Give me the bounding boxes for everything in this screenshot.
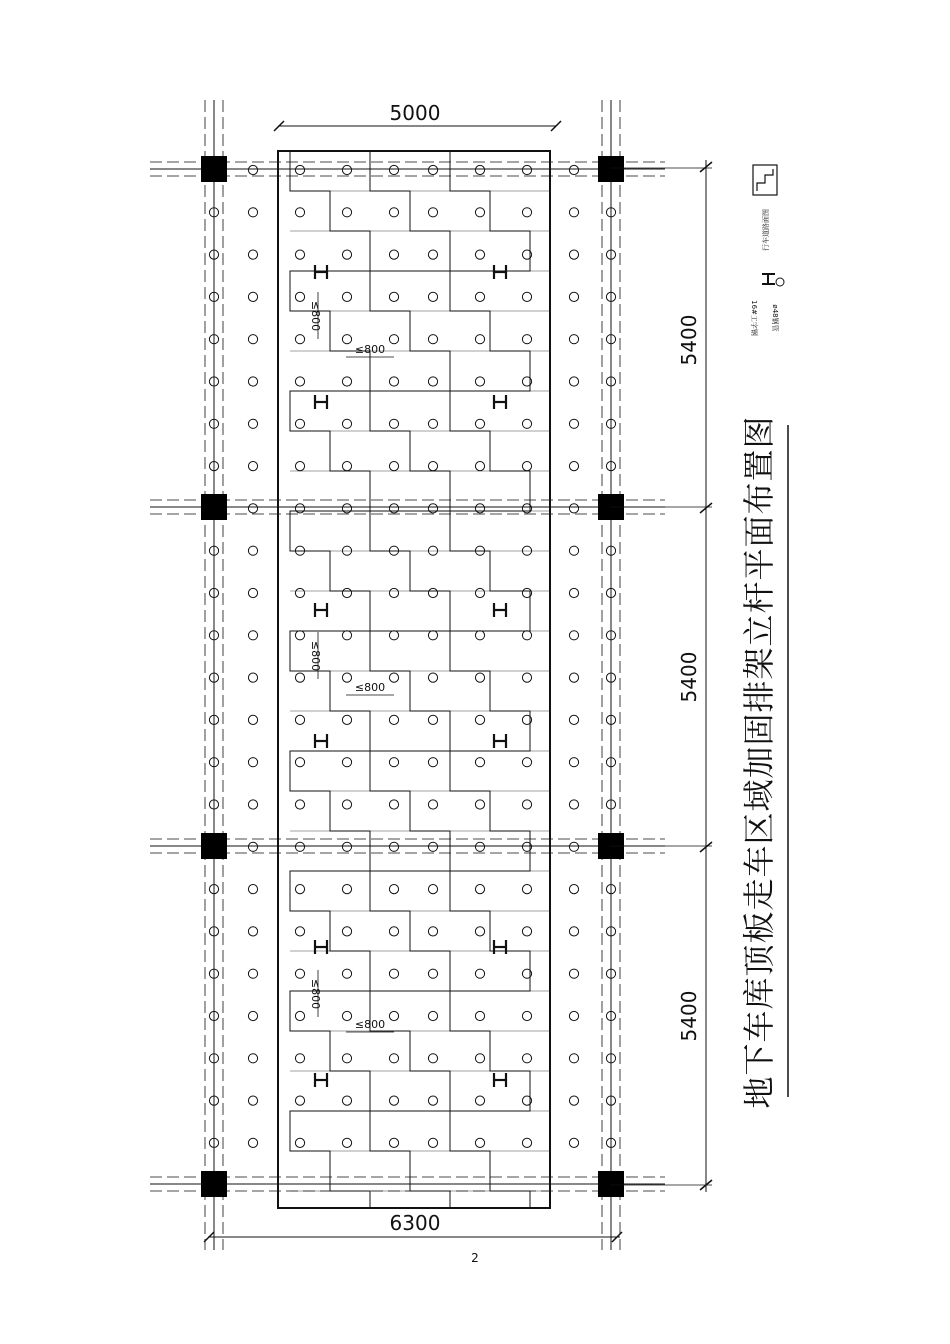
steel-pipe-icon xyxy=(248,292,257,301)
grid-axes xyxy=(150,100,665,1250)
steel-pipe-icon xyxy=(248,419,257,428)
steel-pipe-icon xyxy=(569,1138,578,1147)
steel-pipe-icon xyxy=(295,377,304,386)
steel-pipe-icon xyxy=(389,715,398,724)
steel-pipe-icon xyxy=(248,969,257,978)
steel-pipe-icon xyxy=(342,250,351,259)
vertical-spacing-label-3: ≤800 xyxy=(309,978,322,1010)
steel-pipe-icon xyxy=(295,842,304,851)
steel-pipe-icon xyxy=(295,758,304,767)
span-1-label: 5400 xyxy=(677,314,701,366)
steel-pipe-icon xyxy=(475,419,484,428)
steel-pipe-icon xyxy=(428,292,437,301)
steel-pipe-icon xyxy=(342,546,351,555)
steel-pipe-icon xyxy=(428,462,437,471)
steel-pipe-icon xyxy=(428,165,437,174)
steel-pipe-icon xyxy=(248,800,257,809)
steel-pipe-icon xyxy=(569,546,578,555)
steel-pipe-icon xyxy=(475,631,484,640)
steel-pipe-icon xyxy=(569,927,578,936)
steel-pipe-icon xyxy=(569,631,578,640)
steel-pipe-icon xyxy=(342,1138,351,1147)
steel-pipe-icon xyxy=(428,1138,437,1147)
steel-pipe-icon xyxy=(389,758,398,767)
steel-pipe-icon xyxy=(522,1011,531,1020)
legend-steel-beam-icon xyxy=(762,274,775,284)
steel-pipe-icon xyxy=(389,208,398,217)
bottom-dimension xyxy=(204,1211,622,1242)
steel-pipe-icon xyxy=(475,969,484,978)
zigzag-line-3 xyxy=(450,151,530,1208)
page-number: 2 xyxy=(471,1251,479,1265)
steel-pipe-icon xyxy=(569,673,578,682)
steel-pipe-icon xyxy=(342,969,351,978)
steel-pipe-icon xyxy=(342,588,351,597)
steel-pipe-icon xyxy=(342,419,351,428)
horizontal-spacing-label-1: ≤800 xyxy=(354,343,386,356)
legend-steel-beam-label: 16#工字钢 xyxy=(750,300,758,336)
steel-pipe-icon xyxy=(475,842,484,851)
steel-pipe-icon xyxy=(569,292,578,301)
spacing-bay-1 xyxy=(309,292,394,357)
structural-columns xyxy=(201,156,624,1197)
steel-pipe-icon xyxy=(569,969,578,978)
spacing-bay-3 xyxy=(309,970,394,1032)
steel-pipe-icon xyxy=(522,631,531,640)
steel-pipe-icon xyxy=(295,673,304,682)
steel-pipe-icon xyxy=(248,1096,257,1105)
steel-pipe-icon xyxy=(248,462,257,471)
steel-pipe-icon xyxy=(428,715,437,724)
steel-pipe-icon xyxy=(295,715,304,724)
steel-pipe-icon xyxy=(342,1011,351,1020)
steel-pipe-icon xyxy=(389,631,398,640)
steel-pipe-icon xyxy=(248,335,257,344)
steel-pipe-icon xyxy=(389,462,398,471)
steel-pipe-icon xyxy=(475,1054,484,1063)
steel-pipe-icon xyxy=(342,377,351,386)
steel-pipe-icon xyxy=(475,208,484,217)
steel-pipe-icon xyxy=(428,631,437,640)
steel-pipe-icon xyxy=(389,377,398,386)
steel-pipe-icon xyxy=(389,885,398,894)
steel-pipe-icon xyxy=(248,165,257,174)
steel-pipe-icon xyxy=(342,842,351,851)
steel-pipe-icon xyxy=(248,504,257,513)
steel-pipe-icon xyxy=(248,208,257,217)
steel-pipe-icon xyxy=(295,335,304,344)
steel-pipe-icon xyxy=(342,631,351,640)
steel-pipe-icon xyxy=(342,1054,351,1063)
steel-pipe-icon xyxy=(522,208,531,217)
steel-pipe-icon xyxy=(248,377,257,386)
structural-column xyxy=(201,494,227,520)
steel-pipe-icon xyxy=(295,1096,304,1105)
steel-pipe-icon xyxy=(428,1096,437,1105)
steel-pipe-icon xyxy=(389,165,398,174)
legend xyxy=(750,165,784,336)
steel-pipe-icon xyxy=(295,588,304,597)
steel-pipe-icon xyxy=(428,546,437,555)
steel-pipe-icon xyxy=(342,927,351,936)
steel-pipe-icon xyxy=(569,800,578,809)
steel-pipe-icon xyxy=(475,292,484,301)
steel-pipe-icon xyxy=(522,335,531,344)
steel-pipe-icon xyxy=(342,715,351,724)
steel-pipe-icon xyxy=(569,1054,578,1063)
steel-pipe-icon xyxy=(295,462,304,471)
title-block xyxy=(740,415,788,1108)
steel-pipe-icon xyxy=(569,758,578,767)
steel-pipe-icon xyxy=(295,208,304,217)
steel-pipe-icon xyxy=(428,1011,437,1020)
structural-column xyxy=(598,1171,624,1197)
steel-pipe-icon xyxy=(475,673,484,682)
steel-pipe-icon xyxy=(569,715,578,724)
steel-pipe-icon xyxy=(248,927,257,936)
steel-pipe-icon xyxy=(569,504,578,513)
steel-pipe-icon xyxy=(389,1054,398,1063)
structural-column xyxy=(201,833,227,859)
steel-pipe-icon xyxy=(475,715,484,724)
steel-pipe-icon xyxy=(295,419,304,428)
steel-pipe-icon xyxy=(569,1011,578,1020)
steel-pipe-icon xyxy=(389,673,398,682)
steel-pipe-icon xyxy=(522,165,531,174)
steel-pipe-icon xyxy=(248,1054,257,1063)
spacing-bay-2 xyxy=(309,632,394,695)
steel-pipe-icon xyxy=(389,250,398,259)
legend-steel-pipe-icon xyxy=(776,278,784,286)
steel-pipe-icon xyxy=(522,1138,531,1147)
steel-pipe-icon xyxy=(248,842,257,851)
steel-pipe-icon xyxy=(569,250,578,259)
span-2-label: 5400 xyxy=(677,651,701,703)
steel-pipe-icon xyxy=(295,250,304,259)
steel-pipe-icon xyxy=(248,673,257,682)
steel-pipe-icon xyxy=(295,927,304,936)
steel-pipe-icon xyxy=(295,631,304,640)
steel-pipe-icon xyxy=(522,292,531,301)
steel-pipe-icon xyxy=(428,335,437,344)
steel-pipe-icon xyxy=(522,927,531,936)
steel-pipe-icon xyxy=(428,673,437,682)
steel-pipe-icon xyxy=(389,588,398,597)
structural-column xyxy=(201,1171,227,1197)
steel-pipe-icon xyxy=(389,504,398,513)
steel-pipe-icon xyxy=(475,927,484,936)
steel-pipe-icon xyxy=(428,250,437,259)
steel-pipe-icon xyxy=(569,419,578,428)
steel-pipe-icon xyxy=(342,462,351,471)
steel-pipe-icon xyxy=(389,419,398,428)
steel-pipe-icon xyxy=(342,504,351,513)
top-dimension-label: 5000 xyxy=(389,101,441,125)
top-dimension xyxy=(274,101,561,131)
legend-layout-icon xyxy=(753,165,777,195)
steel-pipe-icon xyxy=(295,1011,304,1020)
vertical-spacing-label-1: ≤800 xyxy=(309,300,322,332)
steel-pipe-icon xyxy=(428,758,437,767)
steel-pipe-icon xyxy=(569,885,578,894)
steel-pipe-icon xyxy=(475,377,484,386)
steel-pipe-icon xyxy=(569,1096,578,1105)
steel-pipe-icon xyxy=(428,927,437,936)
steel-pipe-icon xyxy=(295,1138,304,1147)
structural-column xyxy=(598,156,624,182)
steel-pipe-icon xyxy=(389,800,398,809)
zigzag-line-1 xyxy=(290,151,370,1208)
steel-pipe-icon xyxy=(342,165,351,174)
steel-pipe-icon xyxy=(522,462,531,471)
steel-pipe-icon xyxy=(475,758,484,767)
bottom-dimension-label: 6300 xyxy=(389,1211,441,1235)
steel-pipe-icon xyxy=(522,758,531,767)
steel-pipe-icon xyxy=(428,419,437,428)
steel-pipe-icon xyxy=(342,800,351,809)
steel-pipe-icon xyxy=(569,588,578,597)
steel-pipe-icon xyxy=(248,885,257,894)
steel-pipe-icon xyxy=(342,335,351,344)
steel-pipe-icon xyxy=(569,165,578,174)
steel-pipe-icon xyxy=(428,588,437,597)
steel-pipe-icon xyxy=(475,462,484,471)
steel-pipe-icon xyxy=(522,419,531,428)
steel-pipe-icon xyxy=(428,208,437,217)
steel-pipe-icon xyxy=(248,250,257,259)
zigzag-lines xyxy=(290,151,550,1208)
steel-pipe-icon xyxy=(342,1096,351,1105)
horizontal-spacing-label-2: ≤800 xyxy=(354,681,386,694)
steel-pipe-icon xyxy=(389,969,398,978)
steel-pipe-icon xyxy=(295,1054,304,1063)
steel-pipe-icon xyxy=(428,1054,437,1063)
steel-pipe-icon xyxy=(475,800,484,809)
drawing-title: 地下车库顶板走车区域加固排架立杆平面布置图 xyxy=(740,415,778,1109)
steel-pipe-icon xyxy=(389,927,398,936)
legend-layout-label: 行车道路面图 xyxy=(762,209,770,251)
steel-pipe-icon xyxy=(295,800,304,809)
legend-steel-pipe-label: ø48钢管 xyxy=(771,304,779,332)
steel-pipe-icon xyxy=(475,335,484,344)
vertical-spacing-label-2: ≤800 xyxy=(309,640,322,672)
steel-pipe-icon xyxy=(389,1138,398,1147)
steel-pipe-icon xyxy=(248,1138,257,1147)
steel-pipe-icon xyxy=(295,969,304,978)
steel-pipe-icon xyxy=(295,165,304,174)
steel-pipe-icon xyxy=(569,377,578,386)
zigzag-line-2 xyxy=(370,151,450,1208)
steel-pipe-icon xyxy=(569,842,578,851)
steel-pipe-icon xyxy=(522,546,531,555)
pipe-columns xyxy=(209,165,615,1147)
steel-pipe-icon xyxy=(389,292,398,301)
steel-pipe-icon xyxy=(248,1011,257,1020)
steel-pipe-icon xyxy=(389,1011,398,1020)
steel-pipe-icon xyxy=(475,250,484,259)
steel-pipe-icon xyxy=(428,800,437,809)
structural-column xyxy=(201,156,227,182)
steel-pipe-icon xyxy=(342,885,351,894)
steel-pipe-icon xyxy=(569,208,578,217)
steel-pipe-icon xyxy=(569,335,578,344)
span-3-label: 5400 xyxy=(677,990,701,1042)
steel-pipe-icon xyxy=(389,1096,398,1105)
steel-pipe-icon xyxy=(342,673,351,682)
steel-pipe-icon xyxy=(248,758,257,767)
steel-pipe-icon xyxy=(389,335,398,344)
steel-pipe-icon xyxy=(522,1054,531,1063)
steel-pipe-icon xyxy=(475,165,484,174)
steel-pipe-icon xyxy=(522,800,531,809)
steel-pipe-icon xyxy=(295,885,304,894)
horizontal-spacing-label-3: ≤800 xyxy=(354,1018,386,1031)
steel-pipe-icon xyxy=(428,377,437,386)
steel-pipe-icon xyxy=(295,292,304,301)
steel-pipe-icon xyxy=(475,885,484,894)
steel-pipe-icon xyxy=(428,842,437,851)
steel-pipe-icon xyxy=(475,1096,484,1105)
steel-pipe-icon xyxy=(475,504,484,513)
steel-pipe-icon xyxy=(428,504,437,513)
right-dimension-chain xyxy=(610,160,712,1192)
steel-pipe-icon xyxy=(522,885,531,894)
steel-pipe-icon xyxy=(428,885,437,894)
steel-pipe-icon xyxy=(342,208,351,217)
steel-pipe-icon xyxy=(342,292,351,301)
steel-pipe-icon xyxy=(428,969,437,978)
steel-pipe-icon xyxy=(248,588,257,597)
steel-pipe-icon xyxy=(475,1138,484,1147)
steel-pipe-icon xyxy=(295,504,304,513)
steel-pipe-icon xyxy=(475,1011,484,1020)
steel-pipe-icon xyxy=(248,631,257,640)
steel-pipe-icon xyxy=(475,588,484,597)
steel-pipe-icon xyxy=(522,673,531,682)
steel-pipe-icon xyxy=(248,715,257,724)
steel-pipe-icon xyxy=(248,546,257,555)
steel-pipe-icon xyxy=(389,842,398,851)
steel-pipe-icon xyxy=(569,462,578,471)
steel-pipe-icon xyxy=(342,758,351,767)
